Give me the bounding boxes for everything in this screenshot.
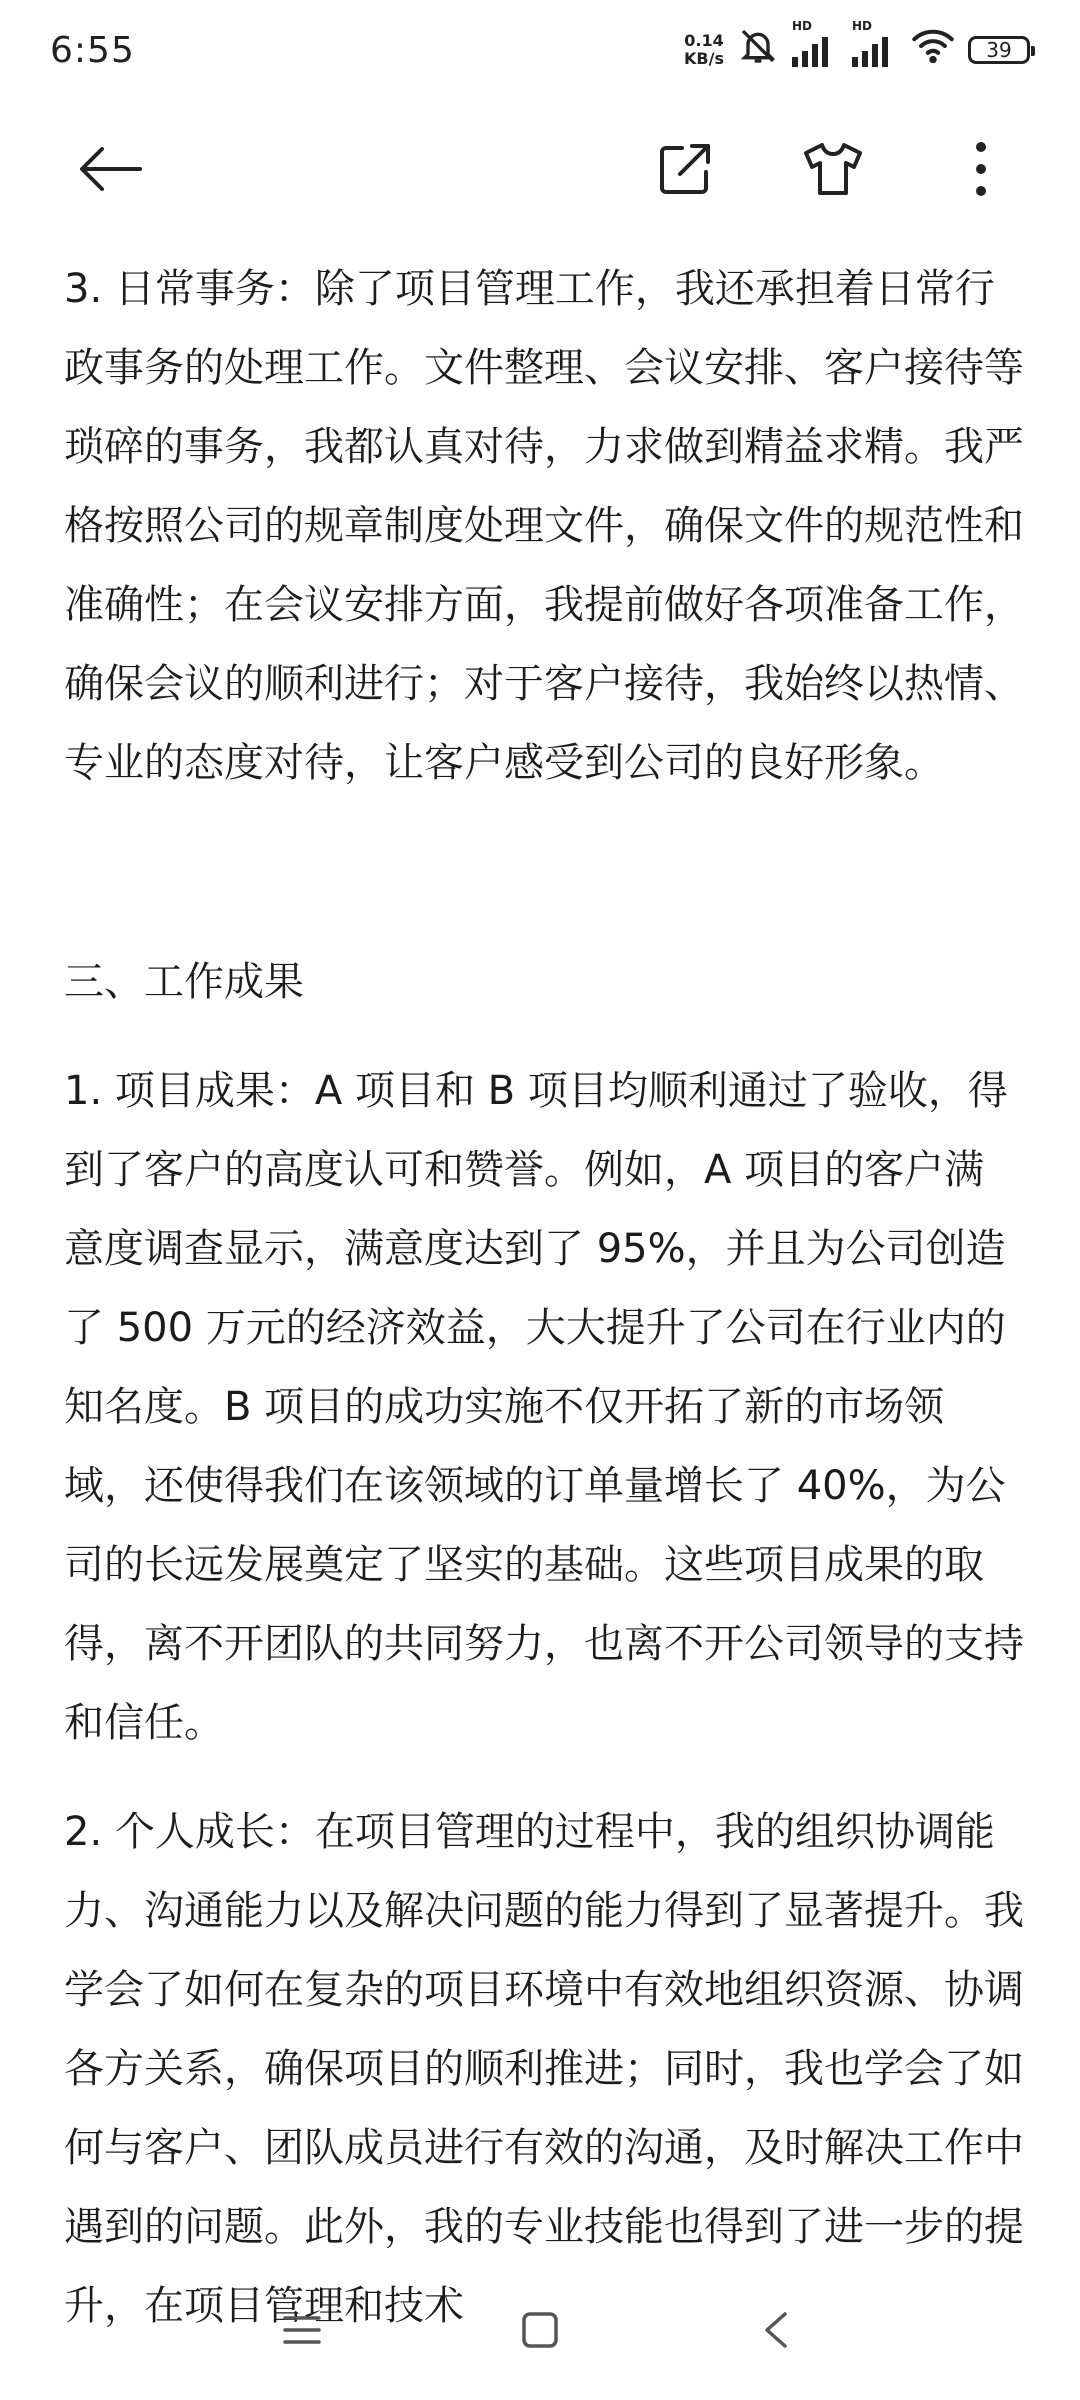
more-options-button[interactable] <box>946 136 1016 206</box>
back-chevron-icon <box>761 2310 791 2354</box>
menu-icon <box>282 2313 322 2351</box>
battery-icon <box>968 36 1030 64</box>
paragraph-daily-affairs: 3. 日常事务：除了项目管理工作，我还承担着日常行政事务的处理工作。文件整理、会议安排、客户接待等琐碎的事务，我都认真对待，力求做到精益求精。我严格按照公司的规章制度处理文件，确保文件的规范性和准确性；在会议安排方面，我提前做好各项准备工作，确保会议的顺利进行；对于客户接待，我始终以热情、专业的态度对待，让客户感受到公司的良好形象。 <box>64 266 1024 786</box>
network-speed-value: 0.14 <box>684 31 724 50</box>
signal-hd-label: HD <box>792 19 813 33</box>
network-speed-unit: KB/s <box>684 49 724 68</box>
share-button[interactable] <box>650 136 720 206</box>
network-speed <box>684 32 724 68</box>
paragraph-personal-growth: 2. 个人成长：在项目管理的过程中，我的组织协调能力、沟通能力以及解决问题的能力得到了显著提升。我学会了如何在复杂的项目环境中有效地组织资源、协调各方关系，确保项目的顺利推进；同时，我也学会了如何与客户、团队成员进行有效的沟通，及时解决工作中遇到的问题。此外，我的专业技能也得到了进一步的提升，在项目管理和技术 <box>64 1809 1024 2329</box>
arrow-left-icon <box>78 145 144 197</box>
wifi-icon <box>912 29 954 72</box>
status-time: 6:55 <box>50 29 135 71</box>
section-heading-results: 三、工作成果 <box>64 959 304 1005</box>
external-share-icon <box>656 140 714 202</box>
paragraph-project-results: 1. 项目成果：A 项目和 B 项目均顺利通过了验收，得到了客户的高度认可和赞誉。例如，A 项目的客户满意度调查显示，满意度达到了 95%，并且为公司创造了 500 万元的经济效益，大大提升了公司在行业内的知名度。B 项目的成功实施不仅开拓了新的市场领域，还使得我们在该领域的订单量增长了 40%，为公司的长远发展奠定了坚实的基础。这些项目成果的取得，离不开团队的共同努力，也离不开公司领导的支持和信任。 <box>64 1068 1024 1746</box>
signal-icon <box>792 19 838 67</box>
home-square-icon <box>521 2311 559 2353</box>
signal-2-hd-label: HD <box>852 19 873 33</box>
theme-button[interactable] <box>798 136 868 206</box>
system-navigation-bar <box>0 2290 1080 2370</box>
tshirt-icon <box>802 141 864 201</box>
nav-home-button[interactable] <box>510 2302 570 2362</box>
nav-back-button[interactable] <box>746 2302 806 2362</box>
article-content <box>64 250 1024 2346</box>
status-icons <box>684 19 1030 75</box>
more-vertical-icon <box>975 141 987 201</box>
top-toolbar <box>0 110 1080 230</box>
nav-menu-button[interactable] <box>272 2302 332 2362</box>
signal-2-icon <box>852 19 898 67</box>
bell-muted-icon <box>738 26 778 75</box>
back-button[interactable] <box>76 136 146 206</box>
battery-level: 39 <box>986 38 1012 62</box>
status-bar <box>0 0 1080 100</box>
